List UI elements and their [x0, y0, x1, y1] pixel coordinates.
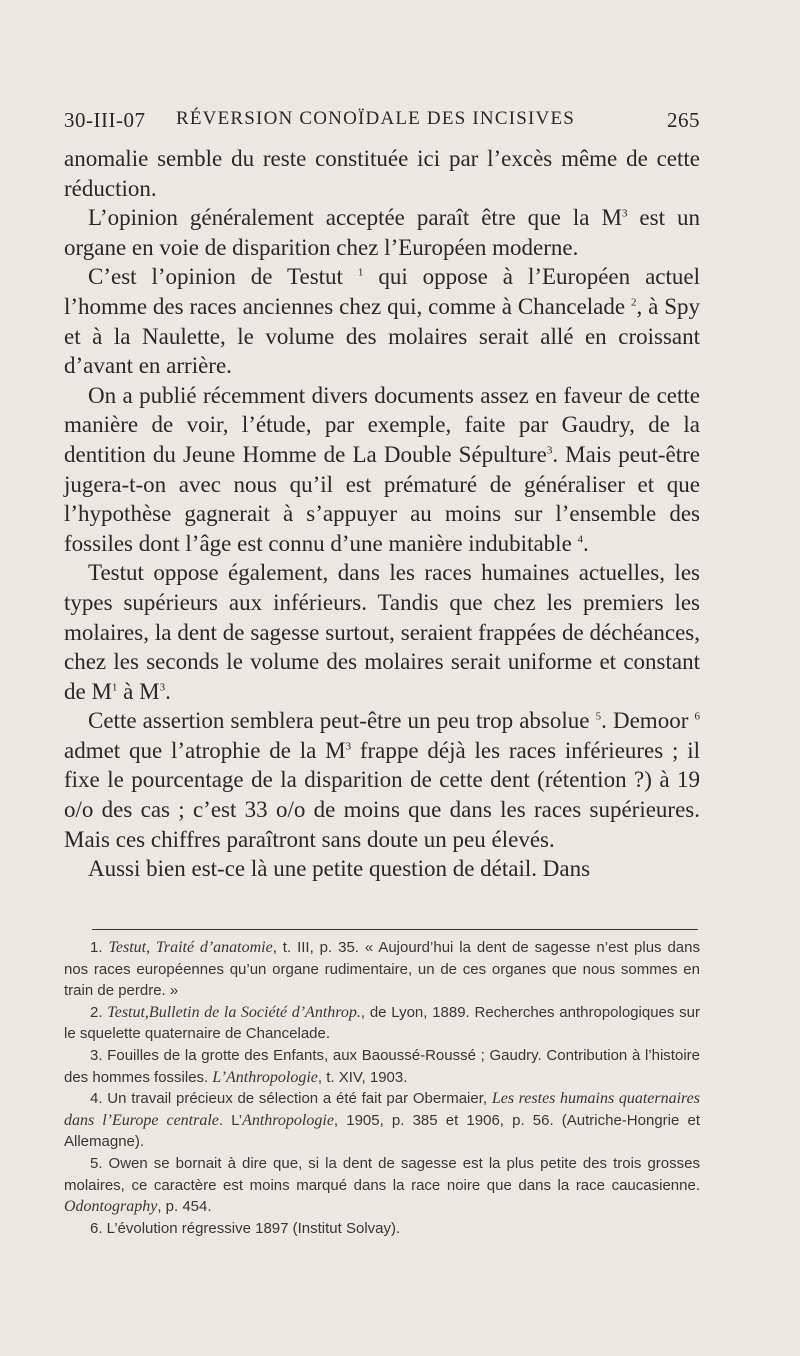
text-run: , p. 454. — [157, 1198, 212, 1216]
footnote-marker: 3 — [159, 681, 166, 694]
text-run: 4. Un travail précieux de sélection a été fait par Obermaier, — [90, 1090, 492, 1108]
footnote — [64, 1153, 700, 1218]
paragraph — [64, 558, 700, 706]
text-run: , à Spy et à la Naulette, le volume des molaires serait allé en croissant d’avant en arrière. — [64, 293, 700, 379]
text-run: , de Lyon, 1889. Recherches anthropologiques sur le squelette quaternaire de Chancelade. — [64, 1003, 700, 1043]
text-run: , t. XIV, 1903. — [317, 1068, 408, 1086]
footnote — [64, 1088, 700, 1153]
text-run: 6. L’évolution régressive 1897 (Institut Solvay). — [90, 1219, 401, 1237]
text-run: . Mais peut-être jugera-t-on avec nous qu’il est prématuré de généraliser et que l’hypothèse gagnerait à s’appuyer au moins sur l’ensemble des fossiles dont l’âge est connu d’une manière indubitable — [64, 441, 700, 556]
text-run: 1. — [90, 939, 109, 956]
italic-text: Testut, Traité d’anatomie — [108, 939, 273, 956]
text-run: L’opinion généralement acceptée paraît être que la M — [88, 205, 622, 231]
footnote — [64, 1002, 700, 1045]
text-run: Cette assertion semblera peut-être un peu trop absolue — [88, 708, 596, 734]
paragraph — [64, 706, 700, 854]
footnotes — [64, 937, 700, 1239]
footnote-marker: 1 — [357, 266, 364, 279]
footnote-marker: 3 — [621, 207, 628, 220]
header-title: RÉVERSION CONOÏDALE DES INCISIVES — [176, 108, 576, 129]
italic-text: Les restes humains quaternaires dans l’Europe centrale — [64, 1090, 700, 1129]
paragraph — [64, 203, 700, 262]
text-run: 2. — [90, 1003, 108, 1021]
text-run: . — [583, 530, 589, 556]
footnote — [64, 937, 700, 1002]
text-run: C’est l’opinion de Testut — [88, 264, 358, 290]
footnote-rule — [92, 929, 698, 930]
text-run: est un organe en voie de disparition chez l’Européen moderne. — [64, 205, 700, 260]
text-run: , t. III, p. 35. « Aujourd’hui la dent de sagesse n’est plus dans nos races européennes qu’un organe rudimentaire, un de ces organes que nous sommes en train de perdre. » — [64, 939, 700, 1000]
text-run: anomalie semble du reste constituée ici par l’excès même de cette réduction. — [64, 146, 700, 201]
footnote — [64, 1045, 700, 1088]
text-run: 5. Owen se bornait à dire que, si la dent de sagesse est la plus petite des trois grosses molaires, ce caractère est moins marqué dans la race noire que dans la race caucasienne. — [64, 1154, 700, 1194]
footnote-marker: 1 — [111, 681, 118, 694]
text-run: frappe déjà les races inférieures ; il fixe le pourcentage de la disparition de cette dent (rétention ?) à 19 o/o des cas ; c’est 33 o/o de moins que dans les races supérieures. Mais ces chiffres paraîtront sans doute un peu élevés. — [64, 737, 700, 852]
text-run: qui oppose à l’Européen actuel l’homme des races anciennes chez qui, comme à Chancelade — [64, 264, 700, 319]
text-run: . L’ — [218, 1111, 243, 1129]
text-run: Aussi bien est-ce là une petite question de détail. Dans — [88, 856, 591, 882]
text-run: à M — [117, 678, 160, 704]
italic-text: L’Anthropologie — [212, 1068, 318, 1086]
body-text — [64, 144, 700, 884]
text-run: On a publié récemment divers documents assez en faveur de cette manière de voir, l’étude, par exemple, faite par Gaudry, de la dentition du Jeune Homme de La Double Sépulture — [64, 382, 700, 467]
page-number: 265 — [667, 108, 700, 132]
text-run: , 1905, p. 385 et 1906, p. 56. (Autriche-Hongrie et Allemagne). — [64, 1111, 700, 1151]
footnote-marker: 3 — [546, 444, 553, 457]
text-run: . — [165, 678, 171, 704]
footnote-marker: 6 — [694, 710, 700, 723]
paragraph — [64, 854, 700, 884]
text-run: 3. Fouilles de la grotte des Enfants, aux Baoussé-Roussé ; Gaudry. Contribution à l’histoire des hommes fossiles. — [64, 1046, 700, 1086]
italic-text: Anthropologie — [242, 1111, 334, 1129]
footnote-marker: 4 — [577, 533, 584, 546]
paragraph — [64, 144, 700, 203]
footnote — [64, 1218, 700, 1240]
text-run: . Demoor — [601, 708, 695, 734]
text-run: admet que l’atrophie de la M — [64, 737, 346, 763]
italic-text: Odontography — [64, 1198, 158, 1216]
paragraph — [64, 262, 700, 380]
footnote-marker: 3 — [345, 740, 352, 753]
paragraph — [64, 381, 700, 559]
footnote-marker: 5 — [595, 710, 602, 723]
italic-text: Testut,Bulletin de la Société d’Anthrop. — [107, 1003, 361, 1021]
text-run: Testut oppose également, dans les races humaines actuelles, les types supérieurs aux inférieurs. Tandis que chez les premiers les molaires, la dent de sagesse surtout, seraient frappées de déchéances, chez les seconds le volume des molaires serait uniforme et constant de M — [64, 560, 700, 704]
footnote-marker: 2 — [630, 296, 637, 309]
header-date: 30-III-07 — [64, 108, 146, 132]
